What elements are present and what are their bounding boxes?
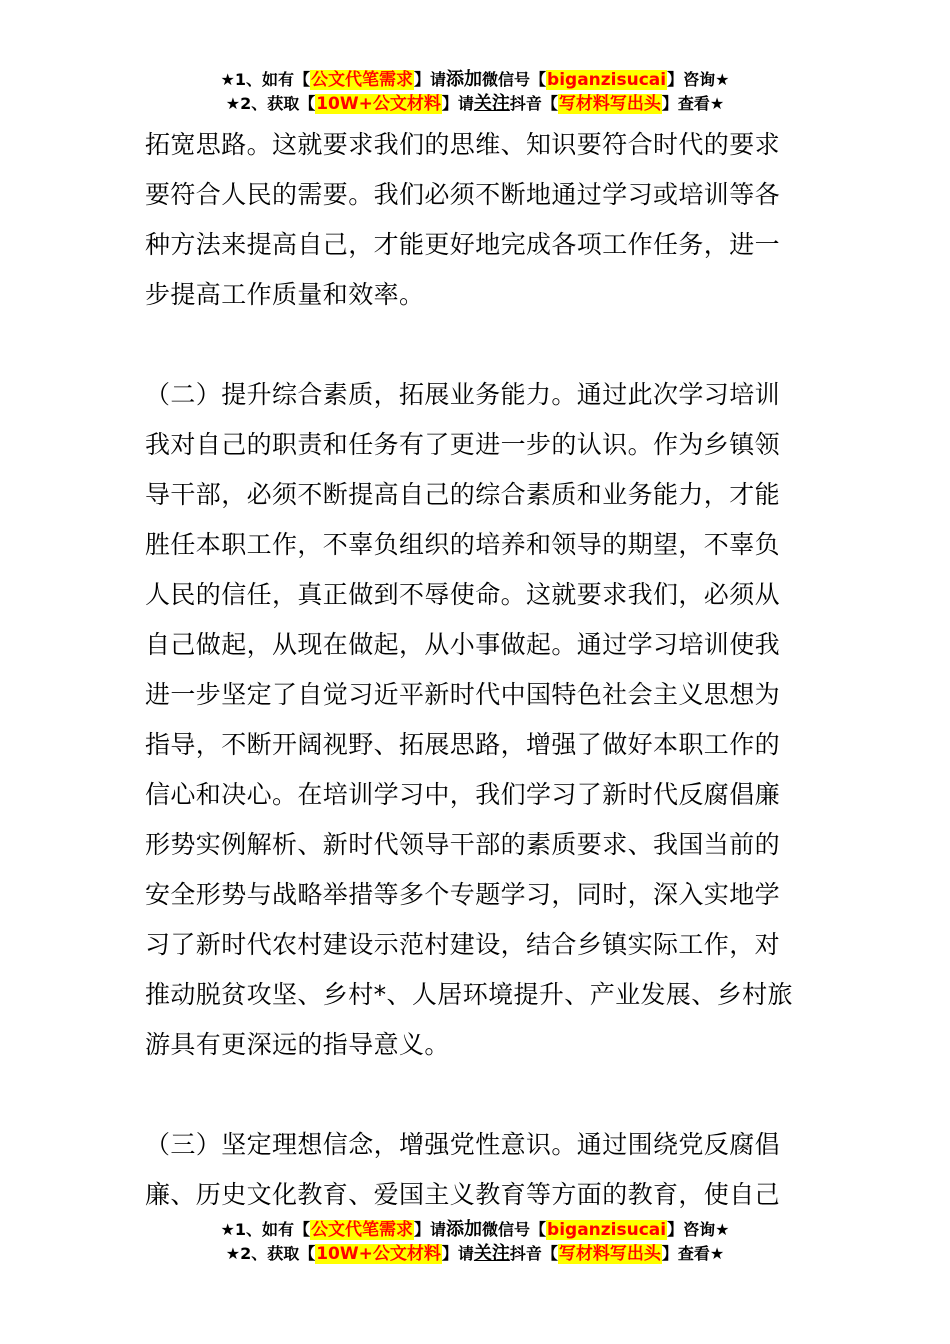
paragraph-2-line: 游具有更深远的指导意义。 bbox=[145, 1030, 450, 1059]
paragraph-1-line: 步提高工作质量和效率。 bbox=[145, 280, 425, 309]
paragraph-2-line: 导干部，必须不断提高自己的综合素质和业务能力，才能 bbox=[145, 480, 781, 509]
paragraph-2-line: 习了新时代农村建设示范村建设，结合乡镇实际工作，对 bbox=[145, 930, 781, 959]
highlight-wechat-id: biganzisucai bbox=[547, 70, 667, 90]
highlight-douyin-account: 写材料写出头 bbox=[558, 94, 661, 114]
highlight-materials: 10W+公文材料 bbox=[316, 94, 441, 114]
paragraph-2-line: 进一步坚定了自觉习近平新时代中国特色社会主义思想为 bbox=[145, 680, 781, 709]
paragraph-1-line: 要符合人民的需要。我们必须不断地通过学习或培训等各 bbox=[145, 180, 781, 209]
paragraph-2-line: 我对自己的职责和任务有了更进一步的认识。作为乡镇领 bbox=[145, 430, 781, 459]
highlight-service: 公文代笔需求 bbox=[311, 1220, 414, 1240]
highlight-service: 公文代笔需求 bbox=[311, 70, 414, 90]
promo-line-2: ★2、获取【10W+公文材料】请关注抖音【写材料写出头】查看★ bbox=[225, 93, 725, 114]
header-promo-banner bbox=[0, 68, 950, 116]
footer-promo-banner bbox=[0, 1218, 950, 1266]
paragraph-2-line: （二）提升综合素质，拓展业务能力。通过此次学习培训 bbox=[145, 380, 781, 409]
paragraph-gap bbox=[145, 320, 807, 370]
highlight-douyin-account: 写材料写出头 bbox=[558, 1244, 661, 1264]
paragraph-2-line: 安全形势与战略举措等多个专题学习，同时，深入实地学 bbox=[145, 880, 781, 909]
paragraph-2-line: 人民的信任，真正做到不辱使命。这就要求我们，必须从 bbox=[145, 580, 781, 609]
paragraph-3-line: 廉、历史文化教育、爱国主义教育等方面的教育，使自己 bbox=[145, 1180, 781, 1209]
paragraph-2-line: 指导，不断开阔视野、拓展思路，增强了做好本职工作的 bbox=[145, 730, 781, 759]
paragraph-2-line: 胜任本职工作，不辜负组织的培养和领导的期望，不辜负 bbox=[145, 530, 781, 559]
highlight-wechat-id: biganzisucai bbox=[547, 1220, 667, 1240]
paragraph-gap bbox=[145, 1070, 807, 1120]
paragraph-1-line: 种方法来提高自己，才能更好地完成各项工作任务，进一 bbox=[145, 230, 781, 259]
paragraph-2-line: 形势实例解析、新时代领导干部的素质要求、我国当前的 bbox=[145, 830, 781, 859]
promo-line-1: ★1、如有【公文代笔需求】请添加微信号【biganzisucai】咨询★ bbox=[220, 69, 730, 90]
promo-line-1: ★1、如有【公文代笔需求】请添加微信号【biganzisucai】咨询★ bbox=[220, 1219, 730, 1240]
paragraph-3-line: （三）坚定理想信念，增强党性意识。通过围绕党反腐倡 bbox=[145, 1130, 781, 1159]
highlight-materials: 10W+公文材料 bbox=[316, 1244, 441, 1264]
paragraph-2-line: 信心和决心。在培训学习中，我们学习了新时代反腐倡廉 bbox=[145, 780, 781, 809]
promo-line-2: ★2、获取【10W+公文材料】请关注抖音【写材料写出头】查看★ bbox=[225, 1243, 725, 1264]
paragraph-1-line: 拓宽思路。这就要求我们的思维、知识要符合时代的要求 bbox=[145, 130, 781, 159]
document-body bbox=[145, 120, 807, 1220]
paragraph-2-line: 自己做起，从现在做起，从小事做起。通过学习培训使我 bbox=[145, 630, 781, 659]
paragraph-2-line: 推动脱贫攻坚、乡村*、人居环境提升、产业发展、乡村旅 bbox=[145, 980, 793, 1009]
